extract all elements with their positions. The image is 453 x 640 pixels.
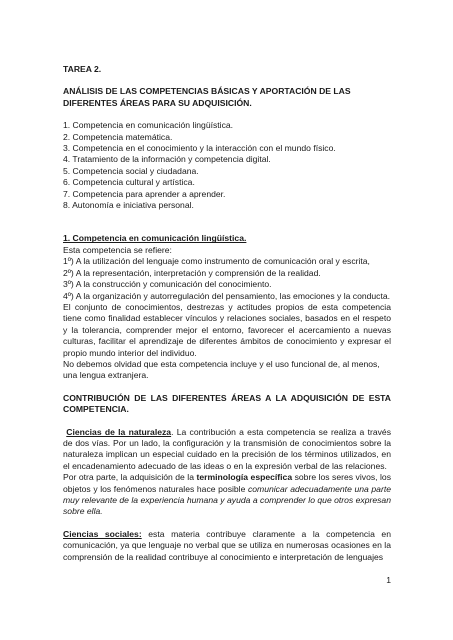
competencias-list — [63, 120, 391, 211]
ciencias-naturaleza-paragraph — [63, 427, 391, 473]
section1-paragraph-2: No debemos olvidad que esta competencia incluye y el uso funcional de, al menos, una lengua extranjera. — [63, 358, 380, 381]
section1-intro: Esta competencia se refiere: — [63, 244, 172, 255]
ciencias-naturaleza-label: Ciencias de la naturaleza — [66, 426, 172, 437]
ciencias-naturaleza-text: . La contribución a esta competencia se realiza a través de dos vías. Por un lado, la configuración y la transmisión de conocimientos sobre la naturaleza implican un especial cuidado en la precisión de los términos utilizados, en el encadenamiento adecuado de las ideas o en la expresión verbal de las relaciones. — [63, 426, 391, 471]
section1-title: 1. Competencia en comunicación lingüística. — [63, 233, 247, 244]
list-item: 6. Competencia cultural y artística. — [63, 177, 195, 188]
terminologia-text-b: sobre los seres vivos, los objetos y los fenómenos naturales hace posible — [63, 472, 391, 494]
list-item: 3. Competencia en el conocimiento y la interacción con el mundo físico. — [63, 143, 336, 154]
section1-paragraph: El conjunto de conocimientos, destrezas y actitudes propios de esta competencia tiene como finalidad establecer vínculos y relaciones sociales, basados en el respeto y la tolerancia, comprender mejor el entorno, favorecer el acercamiento a nuevas culturas, facilitar el aprendizaje de diferentes ámbitos de conocimiento y expresar el propio mundo interior del individuo. — [63, 301, 391, 358]
section1-item: 4º) A la organización y autorregulación del pensamiento, las emociones y la conducta. — [63, 290, 391, 301]
ciencias-sociales-paragraph — [63, 529, 391, 563]
doc-title: TAREA 2. — [63, 64, 102, 74]
terminologia-italic: comunicar adecuadamente una parte muy relevante de la experiencia humana y ayuda a comprender lo que otros expresan sobre ella. — [63, 483, 391, 517]
main-heading: ANÁLISIS DE LAS COMPETENCIAS BÁSICAS Y APORTACIÓN DE LAS DIFERENTES ÁREAS PARA SU ADQUISICIÓN. — [63, 86, 351, 108]
contribution-heading: CONTRIBUCIÓN DE LAS DIFERENTES ÁREAS A LA ADQUISICIÓN DE ESTA COMPETENCIA. — [63, 392, 391, 415]
terminologia-paragraph — [63, 472, 391, 518]
section1-item: 3º) A la construcción y comunicación del conocimiento. — [63, 279, 272, 290]
page-number: 1 — [386, 575, 391, 585]
terminologia-especifica: terminología específica — [196, 472, 293, 483]
list-item: 4. Tratamiento de la información y competencia digital. — [63, 154, 271, 165]
section1-item: 1º) A la utilización del lenguaje como instrumento de comunicación oral y escrita, — [63, 256, 370, 267]
ciencias-sociales-label: Ciencias sociales: — [63, 528, 142, 539]
list-item: 7. Competencia para aprender a aprender. — [63, 188, 226, 199]
section1-item: 2º) A la representación, interpretación y comprensión de la realidad. — [63, 267, 321, 278]
ciencias-sociales-text: esta materia contribuye claramente a la competencia en comunicación, ya que lenguaje no verbal que se utiliza en numerosas ocasiones en la comprensión de la realidad contribuye al conocimiento e interpretación de lenguajes — [63, 528, 391, 562]
list-item: 1. Competencia en comunicación lingüística. — [63, 120, 234, 131]
list-item: 8. Autonomía e iniciativa personal. — [63, 200, 194, 211]
list-item: 5. Competencia social y ciudadana. — [63, 165, 199, 176]
list-item: 2. Competencia matemática. — [63, 131, 173, 142]
terminologia-text-a: Por otra parte, la adquisición de la — [63, 472, 197, 483]
